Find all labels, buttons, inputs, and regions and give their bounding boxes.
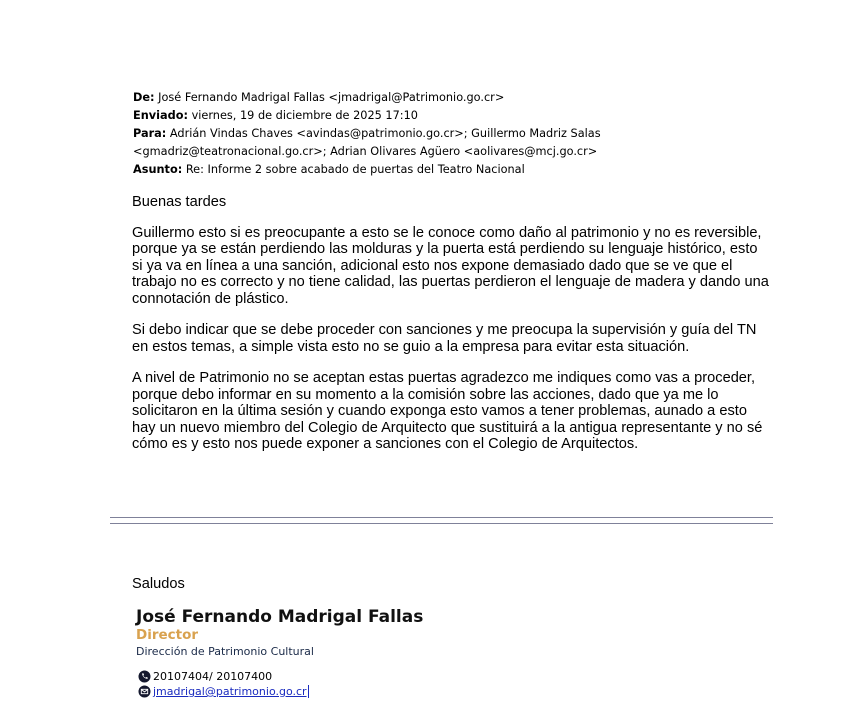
signature-email-row xyxy=(138,685,309,698)
from-value: José Fernando Madrigal Fallas <jmadrigal@Patrimonio.go.cr> xyxy=(154,91,505,104)
subject-line xyxy=(133,161,601,179)
to-line-continued: <gmadriz@teatronacional.go.cr>; Adrian Olivares Agüero <aolivares@mcj.go.cr> xyxy=(133,145,598,158)
greeting: Buenas tardes xyxy=(132,194,227,210)
to-line xyxy=(133,125,601,143)
signature-phone-row xyxy=(138,670,272,683)
to-value: Adrián Vindas Chaves <avindas@patrimonio.go.cr>; Guillermo Madriz Salas xyxy=(166,127,601,140)
signature-name: José Fernando Madrigal Fallas xyxy=(136,607,424,627)
separator-rule-bottom xyxy=(110,523,773,524)
email-body xyxy=(132,194,772,468)
body-paragraph-1: Guillermo esto si es preocupante a esto se le conoce como daño al patrimonio y no es reversible, porque ya se están perdiendo las molduras y la puerta está perdiendo su lenguaje histórico, esto si ya va en línea a una sanción, adicional esto nos expone demasiado dado que se ve que el trabajo no es correcto y no tiene calidad, las puertas perdieron el lenguaje de madera y dando una connotación de plástico. xyxy=(132,224,769,307)
separator-rule-top xyxy=(110,517,773,518)
signature-phone: 20107404/ 20107400 xyxy=(153,670,273,683)
sent-value: viernes, 19 de diciembre de 2025 17:10 xyxy=(187,109,418,122)
body-paragraph-3: A nivel de Patrimonio no se aceptan estas puertas agradezco me indiques como vas a proceder, porque debo informar en su momento a la comisión sobre las acciones, dado que ya me lo solicitaron en la última sesión y cuando exponga esto vamos a tener problemas, aunado a esto hay un nuevo miembro del Colegio de Arquitecto que sustituirá a la antigua representante y no sé cómo es y esto nos puede exponer a sanciones con el Colegio de Arquitectos. xyxy=(132,370,763,452)
from-label: De: xyxy=(133,91,155,104)
subject-label: Asunto: xyxy=(133,163,183,176)
closing: Saludos xyxy=(132,576,185,592)
signature-department: Dirección de Patrimonio Cultural xyxy=(136,645,314,658)
signature-title: Director xyxy=(136,627,199,643)
email-header xyxy=(133,89,601,179)
phone-icon xyxy=(138,670,151,683)
signature-email-link[interactable]: jmadrigal@patrimonio.go.cr xyxy=(153,685,307,698)
sent-label: Enviado: xyxy=(133,109,188,122)
subject-value: Re: Informe 2 sobre acabado de puertas del Teatro Nacional xyxy=(182,163,525,176)
email-icon xyxy=(138,685,151,698)
body-paragraph-2: Si debo indicar que se debe proceder con sanciones y me preocupa la supervisión y guía del TN en estos temas, a simple vista esto no se guio a la empresa para evitar esta situación. xyxy=(132,322,757,355)
sent-line xyxy=(133,107,601,125)
from-line xyxy=(133,89,601,107)
to-label: Para: xyxy=(133,127,167,140)
